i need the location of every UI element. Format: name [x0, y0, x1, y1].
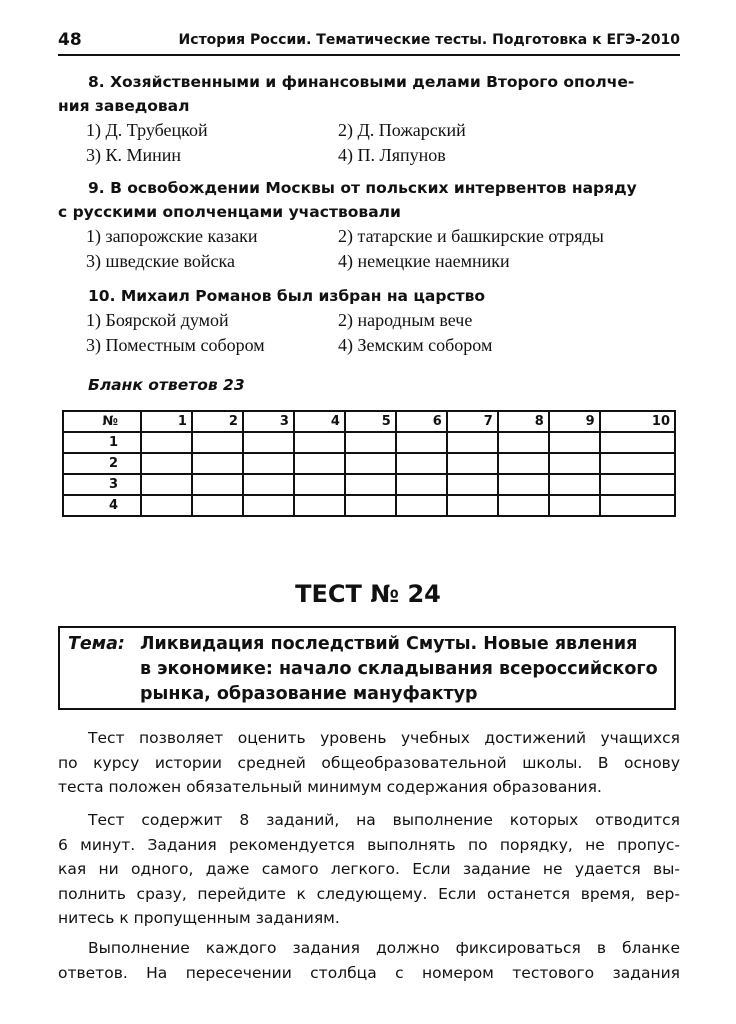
option-row: [58, 143, 682, 168]
question-text: ния заведовал: [58, 97, 190, 115]
paragraph-line: Тест позволяет оценить уровень учебных достижений учащихся: [88, 729, 680, 747]
answer-cell[interactable]: [498, 495, 549, 516]
answer-cell[interactable]: [192, 453, 243, 474]
table-row: [63, 432, 675, 453]
answer-option: 3) Поместным собором: [86, 335, 265, 355]
question-10: [58, 284, 682, 358]
answer-option: 2) народным вече: [338, 310, 473, 330]
test-title: ТЕСТ № 24: [295, 580, 441, 608]
column-header: 3: [243, 411, 294, 432]
paragraph: [58, 936, 680, 985]
answer-cell[interactable]: [447, 495, 498, 516]
column-header: 10: [600, 411, 675, 432]
answer-cell[interactable]: [549, 432, 600, 453]
answer-cell[interactable]: [192, 495, 243, 516]
answer-sheet-table: [62, 410, 676, 517]
answer-cell[interactable]: [447, 474, 498, 495]
question-text: 9. В освобождении Москвы от польских интервентов наряду: [88, 179, 637, 197]
answer-cell[interactable]: [294, 474, 345, 495]
topic-line: Ликвидация последствий Смуты. Новые явления: [140, 634, 638, 654]
paragraph-line: Тест содержит 8 заданий, на выполнение которых отводится: [88, 811, 680, 829]
answer-cell[interactable]: [549, 453, 600, 474]
column-header: 7: [447, 411, 498, 432]
paragraph-line: теста положен обязательный минимум содержания образования.: [58, 778, 602, 796]
answer-cell[interactable]: [294, 432, 345, 453]
answer-option: 3) К. Минин: [86, 145, 182, 165]
page-number: 48: [58, 30, 82, 50]
option-row: [58, 249, 682, 274]
answer-cell[interactable]: [243, 474, 294, 495]
answer-option: 1) Боярской думой: [86, 310, 229, 330]
paragraph-line: по курсу истории средней общеобразовательной школы. В основу: [58, 753, 680, 772]
column-header: 9: [549, 411, 600, 432]
question-9: [58, 176, 682, 274]
column-header: 8: [498, 411, 549, 432]
answer-option: 1) Д. Трубецкой: [86, 120, 208, 140]
column-header: 4: [294, 411, 345, 432]
answer-cell[interactable]: [243, 495, 294, 516]
answer-option: 4) Земским собором: [338, 335, 493, 355]
answer-cell[interactable]: [294, 453, 345, 474]
column-header: №: [63, 411, 141, 432]
answer-cell[interactable]: [345, 453, 396, 474]
answer-option: 3) шведские войска: [86, 251, 235, 271]
answer-option: 4) П. Ляпунов: [338, 145, 446, 165]
column-header: 1: [141, 411, 192, 432]
answer-cell[interactable]: [141, 453, 192, 474]
table-row: [63, 495, 675, 516]
answer-cell[interactable]: [141, 495, 192, 516]
option-row: [58, 118, 682, 143]
question-text: 10. Михаил Романов был избран на царство: [88, 287, 486, 305]
answer-cell[interactable]: [141, 474, 192, 495]
paragraph-line: ответов. На пересечении столбца с номером тестового задания: [58, 963, 680, 982]
table-row: [63, 453, 675, 474]
paragraph-line: Выполнение каждого задания должно фиксироваться в бланке: [88, 939, 680, 957]
answer-cell[interactable]: [243, 453, 294, 474]
topic-line: в экономике: начало складывания всероссийского: [140, 659, 658, 679]
question-8: [58, 70, 682, 168]
answer-cell[interactable]: [600, 432, 675, 453]
answer-cell[interactable]: [498, 474, 549, 495]
answer-cell[interactable]: [600, 474, 675, 495]
answer-cell[interactable]: [396, 432, 447, 453]
answer-cell[interactable]: [549, 474, 600, 495]
page-header: [58, 28, 680, 56]
answer-cell[interactable]: [192, 474, 243, 495]
answer-cell[interactable]: [396, 474, 447, 495]
paragraph-line: кая ни одного, даже самого легкого. Если задание не удается вы-: [58, 860, 680, 878]
answer-cell[interactable]: [549, 495, 600, 516]
answer-cell[interactable]: [447, 453, 498, 474]
paragraph: [58, 808, 680, 931]
paragraph-line: 6 минут. Задания рекомендуется выполнять по порядку, не пропус-: [58, 835, 680, 854]
question-text: 8. Хозяйственными и финансовыми делами Второго ополче-: [88, 73, 635, 91]
answer-cell[interactable]: [396, 495, 447, 516]
option-row: [58, 333, 682, 358]
answer-option: 1) запорожские казаки: [86, 226, 258, 246]
table-row: [63, 474, 675, 495]
row-header: 2: [63, 453, 141, 474]
answer-option: 2) Д. Пожарский: [338, 120, 466, 140]
topic-label: Тема:: [68, 634, 125, 654]
answer-cell[interactable]: [600, 453, 675, 474]
topic-box: [58, 626, 676, 710]
answer-cell[interactable]: [243, 432, 294, 453]
option-row: [58, 224, 682, 249]
answer-sheet-title: Бланк ответов 23: [88, 376, 245, 394]
paragraph: [58, 726, 680, 800]
row-header: 1: [63, 432, 141, 453]
answer-option: 4) немецкие наемники: [338, 251, 510, 271]
answer-cell[interactable]: [345, 495, 396, 516]
row-header: 3: [63, 474, 141, 495]
question-text: с русскими ополченцами участвовали: [58, 203, 401, 221]
answer-cell[interactable]: [396, 453, 447, 474]
column-header: 2: [192, 411, 243, 432]
column-header: 6: [396, 411, 447, 432]
topic-line: рынка, образование мануфактур: [140, 684, 478, 704]
answer-cell[interactable]: [192, 432, 243, 453]
paragraph-line: полнить сразу, перейдите к следующему. Если останется время, вер-: [58, 884, 680, 903]
column-header: 5: [345, 411, 396, 432]
answer-cell[interactable]: [141, 432, 192, 453]
table-header-row: [63, 411, 675, 432]
answer-cell[interactable]: [345, 474, 396, 495]
running-title: История России. Тематические тесты. Подготовка к ЕГЭ-2010: [178, 32, 680, 48]
answer-cell[interactable]: [498, 453, 549, 474]
option-row: [58, 308, 682, 333]
answer-cell[interactable]: [498, 432, 549, 453]
answer-cell[interactable]: [447, 432, 498, 453]
answer-option: 2) татарские и башкирские отряды: [338, 226, 604, 246]
row-header: 4: [63, 495, 141, 516]
answer-cell[interactable]: [294, 495, 345, 516]
answer-cell[interactable]: [345, 432, 396, 453]
answer-cell[interactable]: [600, 495, 675, 516]
paragraph-line: нитесь к пропущенным заданиям.: [58, 909, 340, 927]
